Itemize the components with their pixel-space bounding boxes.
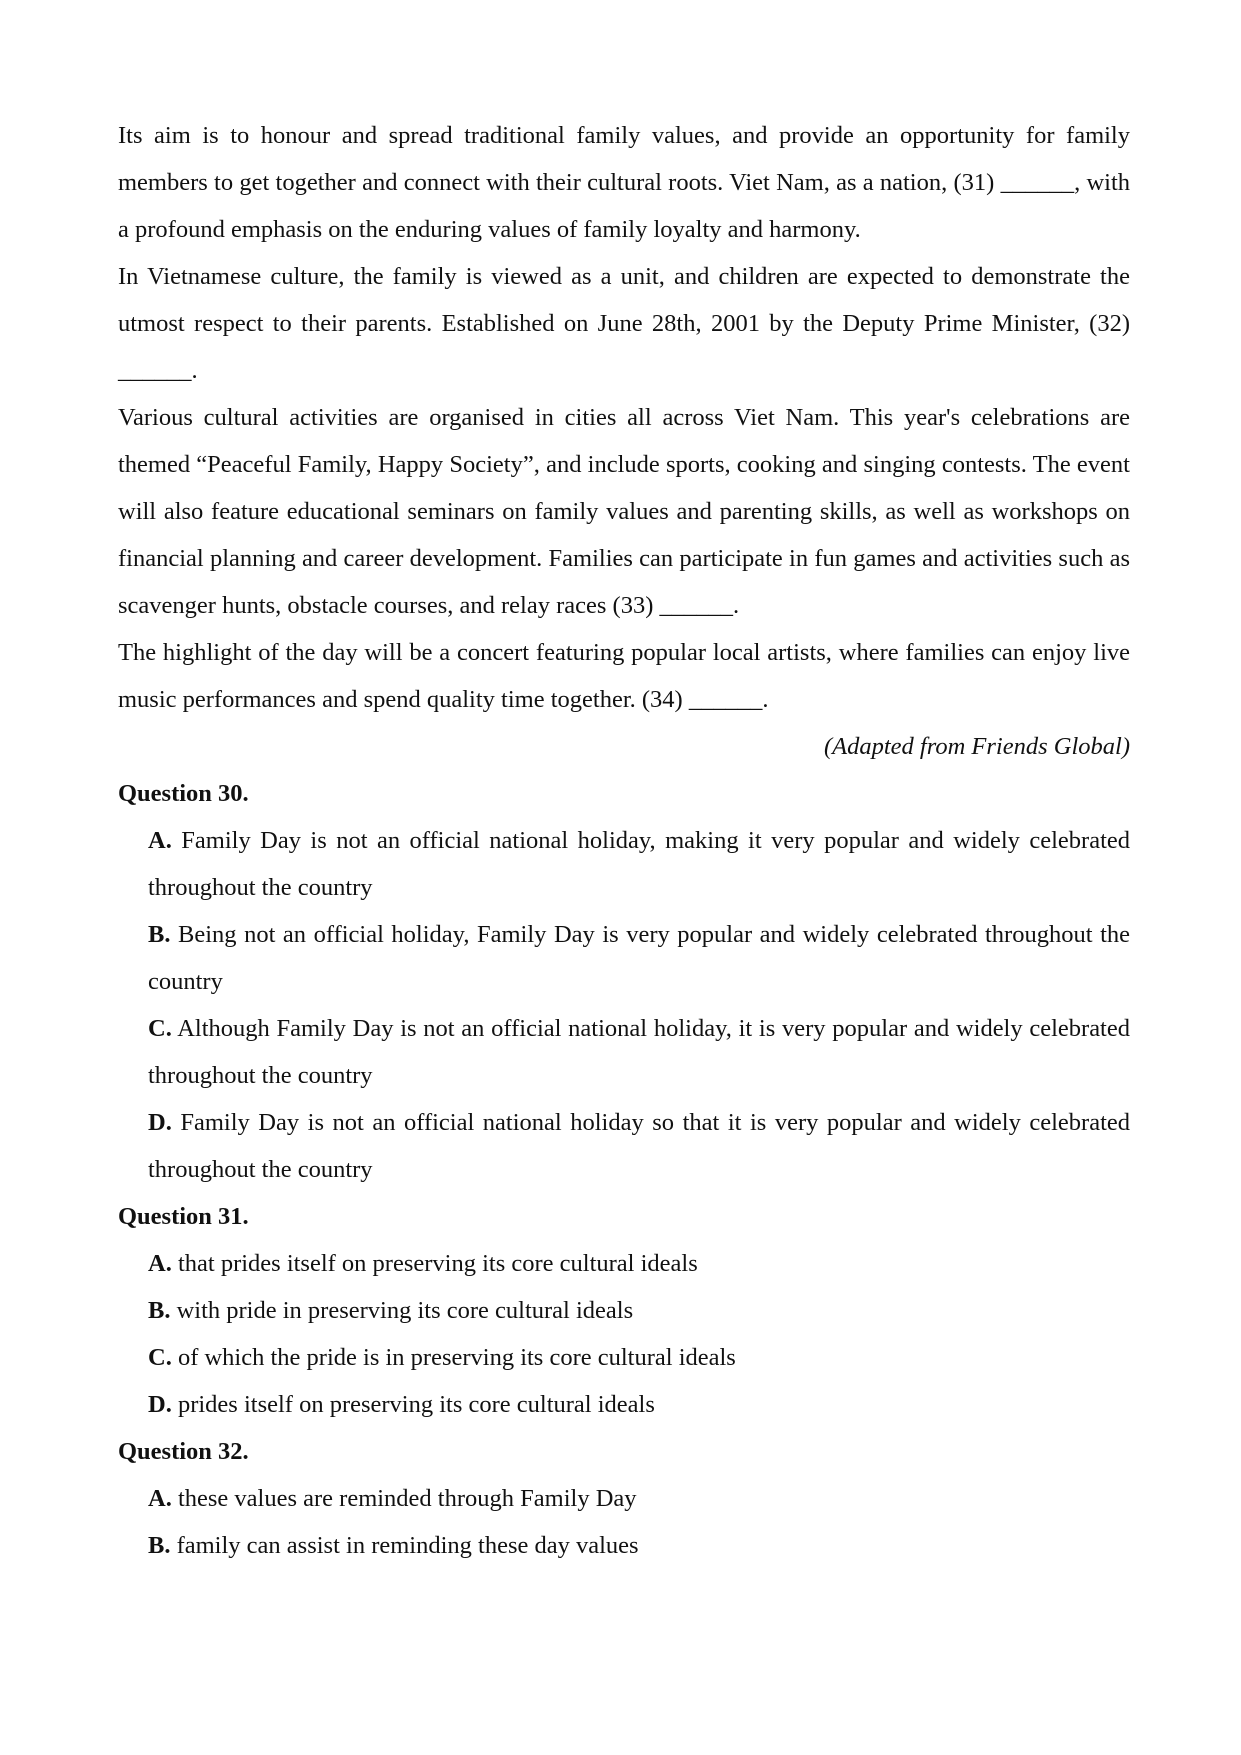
option-text: Being not an official holiday, Family Day is very popular and widely celebrated throughout the country (148, 921, 1130, 995)
option-letter: D. (148, 1391, 172, 1418)
reading-passage (118, 112, 1130, 770)
option-letter: C. (148, 1344, 172, 1371)
question-title: Question 30. (118, 780, 249, 807)
option-a[interactable] (148, 1475, 1130, 1522)
option-text: that prides itself on preserving its core cultural ideals (171, 1250, 698, 1277)
question-title: Question 32. (118, 1438, 249, 1465)
option-text: Family Day is not an official national holiday, making it very popular and widely celebrated throughout the country (148, 827, 1130, 901)
option-text: these values are reminded through Family Day (171, 1485, 637, 1512)
option-letter: B. (148, 1297, 171, 1324)
option-letter: C. (148, 1015, 172, 1042)
option-letter: A. (148, 827, 172, 854)
option-b[interactable] (148, 1287, 1130, 1334)
question-30 (118, 770, 1130, 1193)
question-title: Question 31. (118, 1203, 249, 1230)
passage-source: (Adapted from Friends Global) (824, 733, 1130, 760)
option-a[interactable] (148, 817, 1130, 911)
option-text: of which the pride is in preserving its core cultural ideals (171, 1344, 736, 1371)
option-text: Although Family Day is not an official national holiday, it is very popular and widely celebrated throughout the country (148, 1015, 1130, 1089)
option-text: family can assist in reminding these day values (170, 1532, 639, 1559)
passage-paragraph-4: The highlight of the day will be a concert featuring popular local artists, where families can enjoy live music performances and spend quality time together. (34) ______. (118, 639, 1130, 713)
option-b[interactable] (148, 911, 1130, 1005)
passage-paragraph-2: In Vietnamese culture, the family is viewed as a unit, and children are expected to demonstrate the utmost respect to their parents. Established on June 28th, 2001 by the Deputy Prime Minister, (32) ______. (118, 263, 1130, 384)
option-letter: D. (148, 1109, 172, 1136)
option-text: with pride in preserving its core cultural ideals (170, 1297, 634, 1324)
option-b[interactable] (148, 1522, 1130, 1569)
question-31 (118, 1193, 1130, 1428)
option-a[interactable] (148, 1240, 1130, 1287)
option-letter: B. (148, 1532, 171, 1559)
option-text: Family Day is not an official national holiday so that it is very popular and widely celebrated throughout the country (148, 1109, 1130, 1183)
option-text: prides itself on preserving its core cultural ideals (171, 1391, 655, 1418)
option-c[interactable] (148, 1005, 1130, 1099)
option-d[interactable] (148, 1099, 1130, 1193)
passage-paragraph-1: Its aim is to honour and spread traditional family values, and provide an opportunity for family members to get together and connect with their cultural roots. Viet Nam, as a nation, (31) ______, with a profound emphasis on the enduring values of family loyalty and harmony. (118, 122, 1130, 243)
document-page (118, 112, 1130, 1569)
option-c[interactable] (148, 1334, 1130, 1381)
option-letter: A. (148, 1485, 172, 1512)
option-letter: B. (148, 921, 171, 948)
passage-paragraph-3: Various cultural activities are organised in cities all across Viet Nam. This year's celebrations are themed “Peaceful Family, Happy Society”, and include sports, cooking and singing contests. The event will also feature educational seminars on family values and parenting skills, as well as workshops on financial planning and career development. Families can participate in fun games and activities such as scavenger hunts, obstacle courses, and relay races (33) ______. (118, 404, 1130, 619)
option-d[interactable] (148, 1381, 1130, 1428)
option-letter: A. (148, 1250, 172, 1277)
question-32 (118, 1428, 1130, 1569)
